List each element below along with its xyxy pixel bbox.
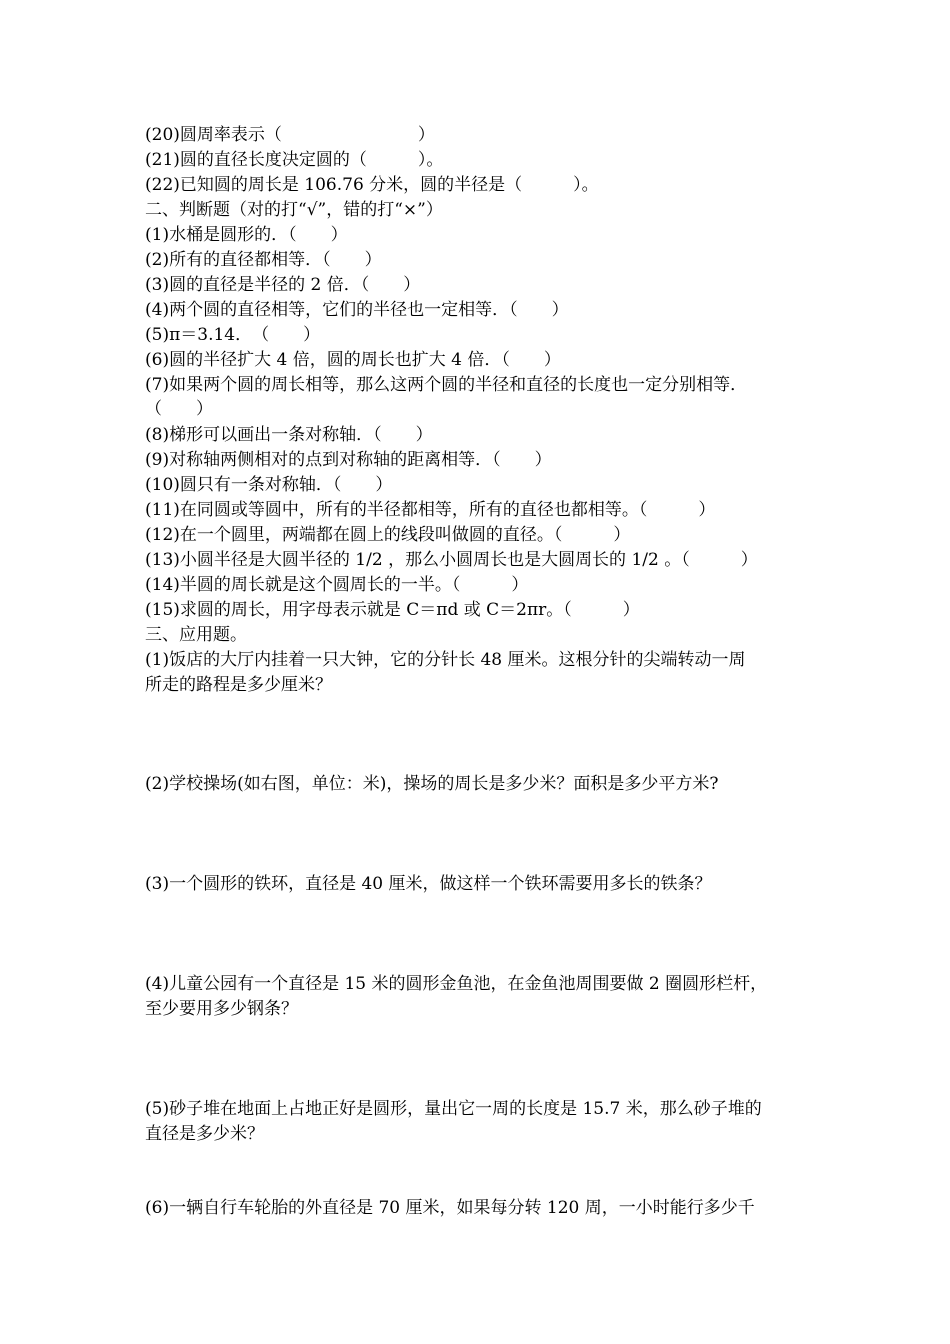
fill-in-q22: (22)已知圆的周长是 106.76 分米，圆的半径是（ ）。 <box>145 175 599 195</box>
judge-item: (5)π＝3.14． （ ） <box>145 325 321 345</box>
judge-item: (4)两个圆的直径相等，它们的半径也一定相等．（ ） <box>145 300 569 320</box>
judge-item: (10)圆只有一条对称轴．（ ） <box>145 475 393 495</box>
judge-item: (13)小圆半径是大圆半径的 1/2 ，那么小圆周长也是大圆周长的 1/2 。（ ） <box>145 550 758 570</box>
apply-q5-line1: (5)砂子堆在地面上占地正好是圆形，量出它一周的长度是 15.7 米，那么砂子堆的 <box>145 1099 762 1119</box>
apply-q4-line1: (4)儿童公园有一个直径是 15 米的圆形金鱼池，在金鱼池周围要做 2 圈圆形栏杆， <box>145 974 768 994</box>
section-heading-apply: 三、应用题。 <box>145 625 247 645</box>
apply-q2: (2)学校操场(如右图，单位：米)，操场的周长是多少米？面积是多少平方米? <box>145 774 719 794</box>
apply-q1-line2: 所走的路程是多少厘米？ <box>145 675 332 695</box>
apply-q3: (3)一个圆形的铁环，直径是 40 厘米，做这样一个铁环需要用多长的铁条？ <box>145 874 712 894</box>
judge-item: (9)对称轴两侧相对的点到对称轴的距离相等．（ ） <box>145 450 552 470</box>
judge-item: (12)在一个圆里，两端都在圆上的线段叫做圆的直径。（ ） <box>145 525 631 545</box>
judge-item: (7)如果两个圆的周长相等，那么这两个圆的半径和直径的长度也一定分别相等． <box>145 375 748 395</box>
judge-item: (1)水桶是圆形的．（ ） <box>145 225 348 245</box>
apply-q4-line2: 至少要用多少钢条？ <box>145 999 298 1019</box>
judge-item: (11)在同圆或等圆中，所有的半径都相等，所有的直径也都相等。（ ） <box>145 500 716 520</box>
judge-item: (14)半圆的周长就是这个圆周长的一半。（ ） <box>145 575 529 595</box>
judge-item: (6)圆的半径扩大 4 倍，圆的周长也扩大 4 倍．（ ） <box>145 350 561 370</box>
judge-item: (2)所有的直径都相等．（ ） <box>145 250 382 270</box>
apply-q1-line1: (1)饭店的大厅内挂着一只大钟，它的分针长 48 厘米。这根分针的尖端转动一周 <box>145 650 746 670</box>
fill-in-q21: (21)圆的直径长度决定圆的（ ）。 <box>145 150 444 170</box>
judge-item: (3)圆的直径是半径的 2 倍．（ ） <box>145 275 421 295</box>
fill-in-q20: (20)圆周率表示（ ） <box>145 125 435 145</box>
section-heading-judge: 二、判断题（对的打“√”，错的打“×”） <box>145 200 443 220</box>
judge-item: （ ） <box>145 399 213 419</box>
apply-q5-line2: 直径是多少米？ <box>145 1124 264 1144</box>
apply-q6-line1: (6)一辆自行车轮胎的外直径是 70 厘米，如果每分转 120 周，一小时能行多少千 <box>145 1198 755 1218</box>
judge-item: (8)梯形可以画出一条对称轴．（ ） <box>145 425 433 445</box>
judge-item: (15)求圆的周长，用字母表示就是 C＝πd 或 C＝2πr。（ ） <box>145 600 640 620</box>
